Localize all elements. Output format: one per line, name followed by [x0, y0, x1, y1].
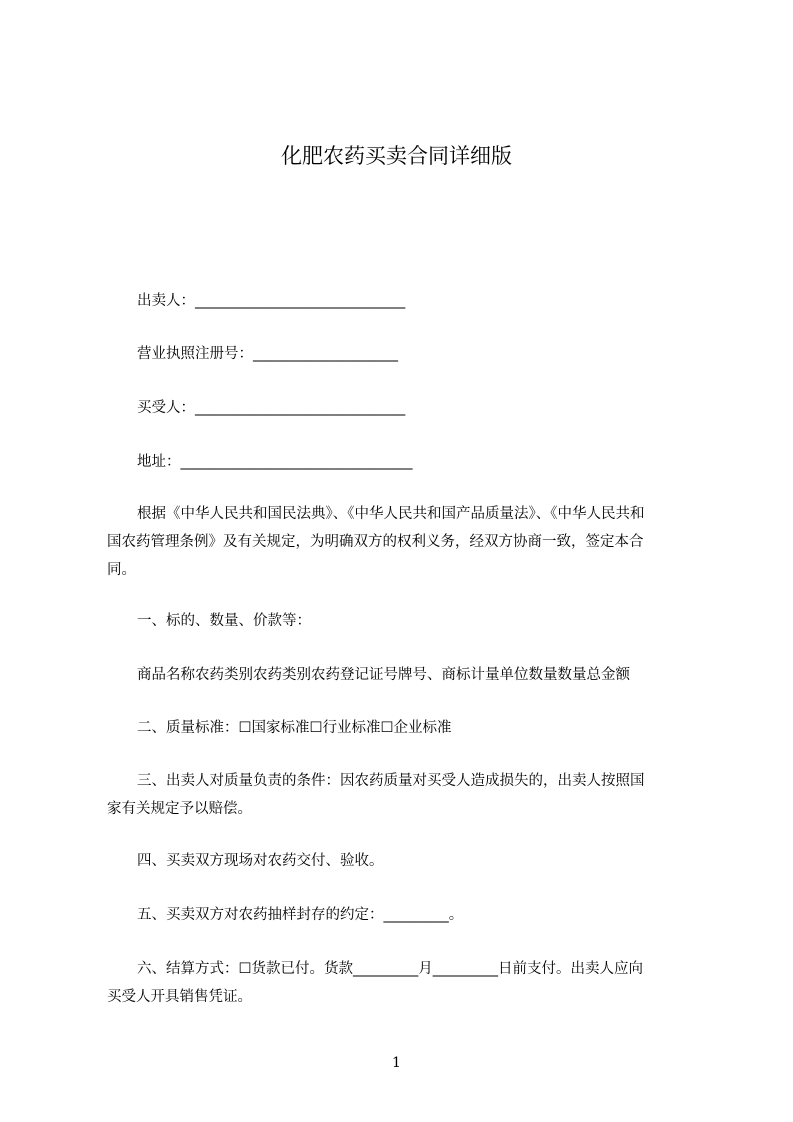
document-title: 化肥农药买卖合同详细版 — [281, 144, 512, 168]
section-1-table-header: 商品名称农药类别农药类别农药登记证号牌号、商标计量单位数量数量总金额 — [137, 667, 630, 683]
section-2-quality-standard: 二、质量标准：☐国家标准☐行业标准☐企业标准 — [137, 720, 452, 736]
section-6-line-2: 买受人开具销售凭证。 — [107, 989, 252, 1005]
buyer-field: 买受人：_____________________________ — [137, 400, 406, 416]
seller-field: 出卖人：_____________________________ — [137, 293, 406, 309]
business-license-field: 营业执照注册号：____________________ — [137, 346, 398, 362]
section-4-delivery: 四、买卖双方现场对农药交付、验收。 — [137, 853, 384, 869]
address-field: 地址：________________________________ — [137, 454, 413, 470]
section-6-line-1: 六、结算方式：☐货款已付。货款_________月_________日前支付。出卖人应向 — [137, 961, 643, 977]
section-5-sampling: 五、买卖双方对农药抽样封存的约定：_________。 — [137, 907, 464, 923]
section-3-line-2: 家有关规定予以赔偿。 — [107, 801, 252, 817]
section-3-line-1: 三、出卖人对质量负责的条件：因农药质量对买受人造成损失的，出卖人按照国 — [137, 773, 645, 789]
section-3-paragraph — [107, 767, 707, 823]
preamble-line-1: 根据《中华人民共和国民法典》、《中华人民共和国产品质量法》、《中华人民共和 — [137, 506, 645, 522]
preamble-paragraph — [107, 500, 707, 584]
page-number: 1 — [392, 1055, 401, 1071]
section-1-heading: 一、标的、数量、价款等： — [137, 613, 311, 629]
section-6-paragraph — [107, 955, 707, 1011]
preamble-line-2: 国农药管理条例》及有关规定，为明确双方的权利义务，经双方协商一致，签定本合 — [107, 534, 644, 550]
preamble-line-3: 同。 — [107, 562, 136, 578]
